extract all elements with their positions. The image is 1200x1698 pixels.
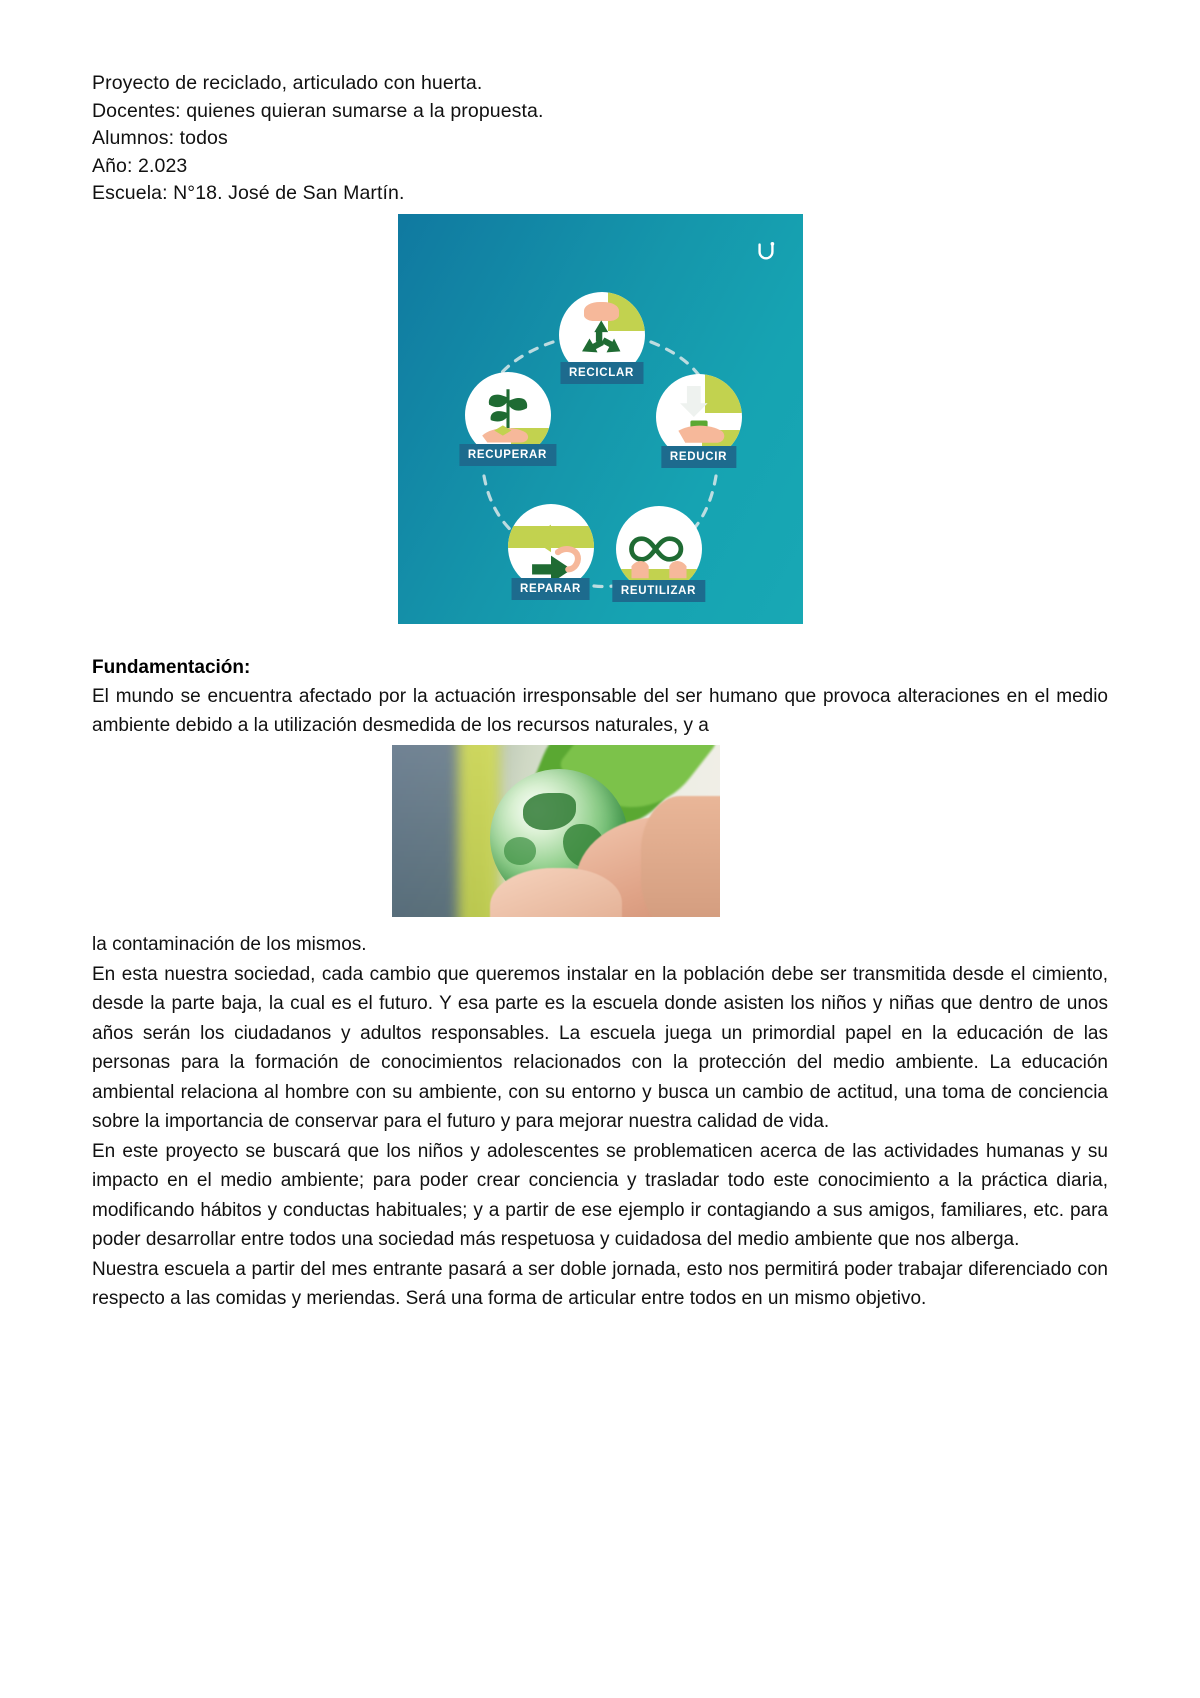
project-header [92,70,1108,208]
paragraph-intro-continuation: la contaminación de los mismos. [92,934,367,955]
header-line-title: Proyecto de reciclado, articulado con huerta. [92,72,483,94]
infographic-container [92,214,1108,624]
header-line-year: Año: 2.023 [92,154,188,177]
cycle-dashed-path [398,214,803,624]
paragraph-intro: El mundo se encuentra afectado por la actuación irresponsable del ser humano que provoca alteraciones en el medio ambiente debido a la utilización desmedida de los recursos naturales, y a [92,685,1108,736]
header-line-students: Alumnos: todos [92,127,228,149]
infographic-label-reparar: REPARAR [511,578,590,600]
infographic-label-reducir: REDUCIR [661,446,736,468]
photo-holder [92,745,1108,960]
infographic-node-reutilizar [616,506,702,597]
header-line-school: Escuela: N°18. José de San Martín. [92,182,405,204]
infographic-node-reparar [508,504,594,595]
infographic-node-reciclar [559,292,645,378]
infographic-label-reciclar: RECICLAR [560,362,643,384]
paragraph-society: En esta nuestra sociedad, cada cambio que queremos instalar en la población debe ser transmitida desde el cimiento, desde la parte baja, la cual es el futuro. Y esa parte es la escuela donde asisten los niños y niñas que dentro de unos años serán los ciudadanos y adultos responsables. La escuela juega un primordial papel en la educación de las personas para la formación de conocimientos relacionados con la protección del medio ambiente. La educación ambiental relaciona al hombre con su ambiente, con su entorno y busca un cambio de actitud, una toma de conciencia sobre la importancia de conservar para el futuro y para mejorar nuestra calidad de vida. [92,963,1108,1132]
v-logo-icon [755,240,777,262]
header-line-teachers: Docentes: quienes quieran sumarse a la propuesta. [92,99,544,122]
infographic-label-recuperar: RECUPERAR [459,444,556,466]
section-heading-fundamentacion: Fundamentación: [92,656,251,678]
paragraph-school-schedule: Nuestra escuela a partir del mes entrante pasará a ser doble jornada, esto nos permitirá poder trabajar diferenciado con respecto a las comidas y meriendas. Será una forma de articular entre todos en un mismo objetivo. [92,1258,1108,1309]
paragraph-project: En este proyecto se buscará que los niños y adolescentes se problematicen acerca de las actividades humanas y su impacto en el medio ambiente; para poder crear conciencia y trasladar todo este conocimiento a la práctica diaria, modificando hábitos y conductas habituales; y a partir de ese ejemplo ir contagiando a sus amigos, familiares, etc. para poder desarrollar entre todos una sociedad más respetuosa y cuidadosa del medio ambiente que nos alberga. [92,1140,1108,1250]
infographic-node-recuperar [465,372,551,461]
infographic-label-reutilizar: REUTILIZAR [612,580,705,602]
globe-photo [392,745,720,917]
recycling-cycle-infographic [398,214,803,624]
infographic-node-reducir [656,374,742,463]
